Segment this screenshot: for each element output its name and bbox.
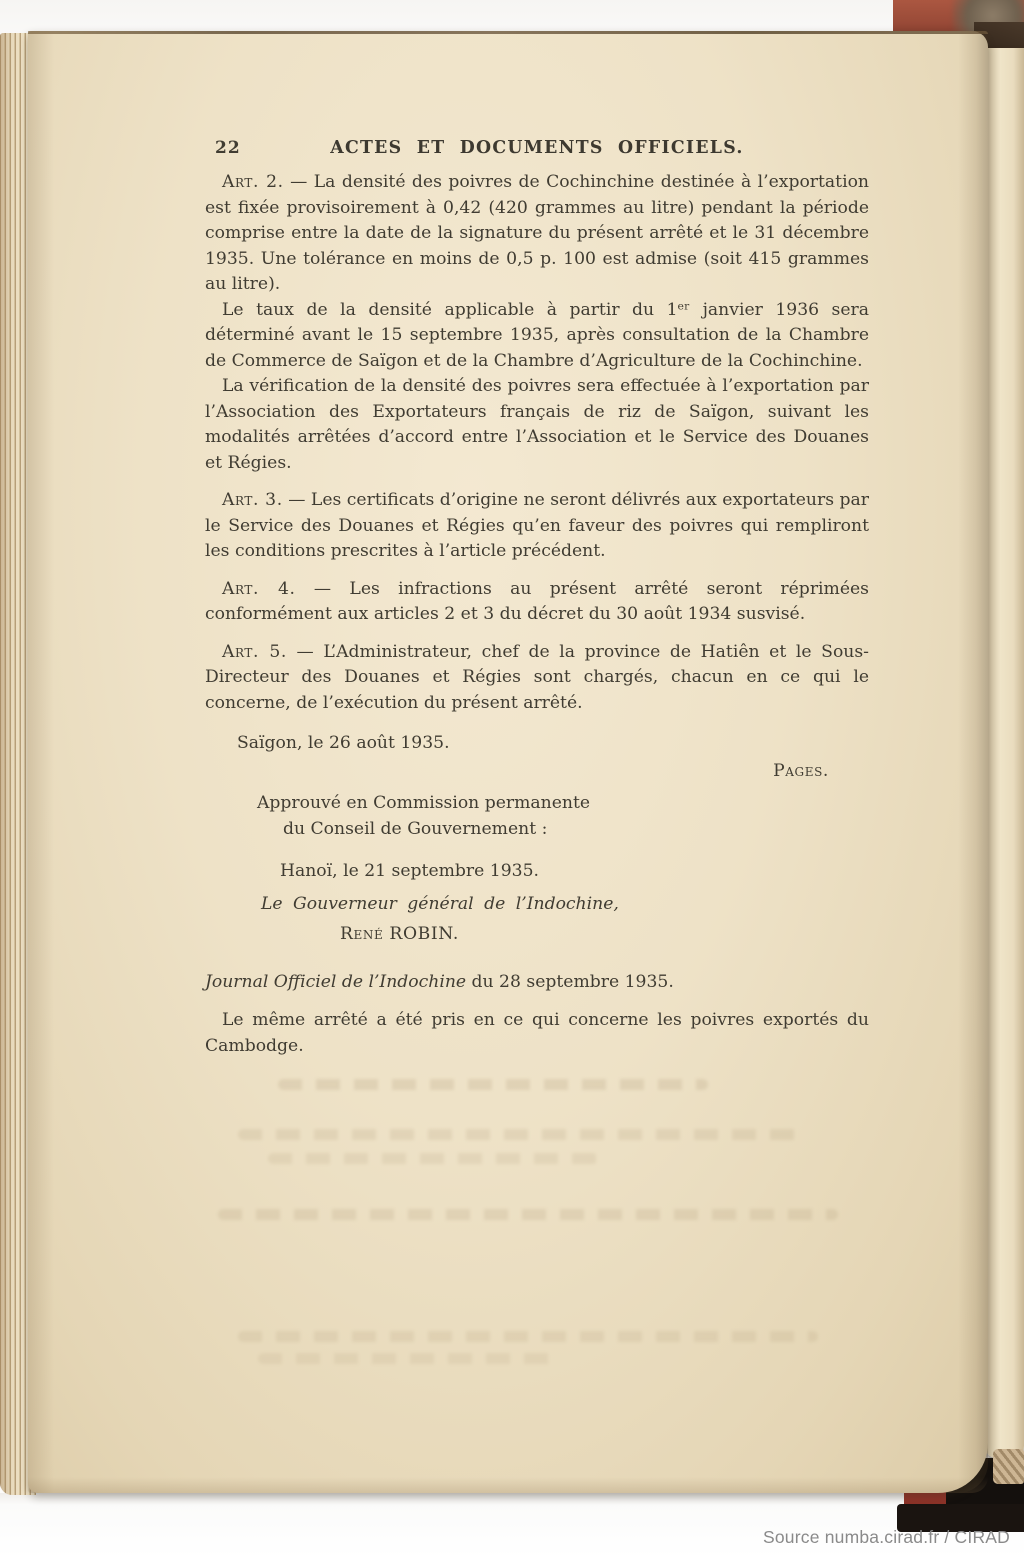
article-2	[205, 170, 869, 298]
governor-title: Le Gouverneur général de l’Indochine,	[261, 893, 619, 914]
gutter-shadow	[958, 31, 988, 1493]
article-4-text: — Les infractions au présent arrêté seront réprimées conformément aux articles 2 et 3 du décret du 30 août 1934 susvisé.	[205, 578, 869, 624]
verso-showthrough	[238, 1331, 818, 1342]
approval-note	[205, 791, 869, 842]
article-4	[205, 577, 869, 628]
left-edge-shadow	[28, 31, 54, 1493]
adjacent-page-edge	[986, 48, 1024, 1458]
running-header: ACTES ET DOCUMENTS OFFICIELS.	[330, 138, 744, 158]
signature-pages	[205, 759, 869, 785]
source-credit: Source numba.cirad.fr / CIRAD	[763, 1527, 1010, 1547]
dateline-saigon: Saïgon, le 26 août 1935.	[237, 733, 450, 753]
article-2-text: — La densité des poivres de Cochinchine destinée à l’exportation est fixée provisoirement à 0,42 (420 grammes au litre) pendant la période comprise entre la date de la signature du présent arrêté et le 31 décembre 1935. Une tolérance en moins de 0,5 p. 100 est admise (soit 415 grammes au litre).	[205, 172, 869, 294]
page-header	[205, 136, 869, 158]
article-3	[205, 488, 869, 565]
article-5-text: — L’Administrateur, chef de la province de Hatiên et le Sous-Directeur des Douanes et Régies sont chargés, chacun en ce qui le concerne, de l’exécution du présent arrêté.	[205, 641, 869, 713]
approval-line-2: du Conseil de Gouvernement :	[283, 818, 548, 839]
approval-line-1: Approuvé en Commission permanente	[257, 793, 591, 813]
page-number: 22	[215, 138, 241, 158]
governor-name-text: René ROBIN.	[340, 924, 459, 944]
article-4-label: Art. 4.	[222, 578, 296, 599]
scan-margin-bottom	[0, 1493, 1024, 1558]
article-3-label: Art. 3.	[222, 490, 283, 510]
journal-date: du 28 septembre 1935.	[466, 971, 674, 992]
article-5	[205, 640, 869, 717]
verso-showthrough	[258, 1353, 558, 1364]
dateline-hanoi: Hanoï, le 21 septembre 1935.	[280, 861, 539, 881]
governor-name	[323, 922, 869, 948]
signature-pages-name: Pages.	[773, 760, 829, 781]
verso-showthrough	[268, 1153, 598, 1164]
article-5-label: Art. 5.	[222, 641, 287, 662]
page-text-block	[205, 136, 869, 1059]
closing-note: Le même arrêté a été pris en ce qui concerne les poivres exportés du Cambodge.	[205, 1010, 869, 1056]
verso-showthrough	[218, 1209, 838, 1220]
paragraph-verification: La vérification de la densité des poivres sera effectuée à l’exportation par l’Association des Exportateurs français de riz de Saïgon, suivant les modalités arrêtées d’accord entre l’Association et le Service des Douanes et Régies.	[205, 376, 869, 473]
paragraph-taux: Le taux de la densité applicable à partir du 1ᵉʳ janvier 1936 sera déterminé avant le 15 septembre 1935, après consultation de la Chambre de Commerce de Saïgon et de la Chambre d’Agriculture de la Cochinchine.	[205, 299, 869, 371]
verso-showthrough	[238, 1129, 798, 1140]
book-headband-fabric	[993, 1449, 1024, 1484]
bottom-edge-shadow	[28, 1477, 988, 1493]
verso-showthrough	[278, 1079, 708, 1090]
journal-name: Journal Officiel de l’Indochine	[205, 971, 467, 992]
article-3-text: — Les certificats d’origine ne seront délivrés aux exportateurs par le Service des Douanes et Régies qu’en faveur des poivres qui rempliront les conditions prescrites à l’article précédent.	[205, 490, 869, 561]
article-2-label: Art. 2.	[222, 172, 284, 192]
journal-reference	[205, 970, 869, 996]
